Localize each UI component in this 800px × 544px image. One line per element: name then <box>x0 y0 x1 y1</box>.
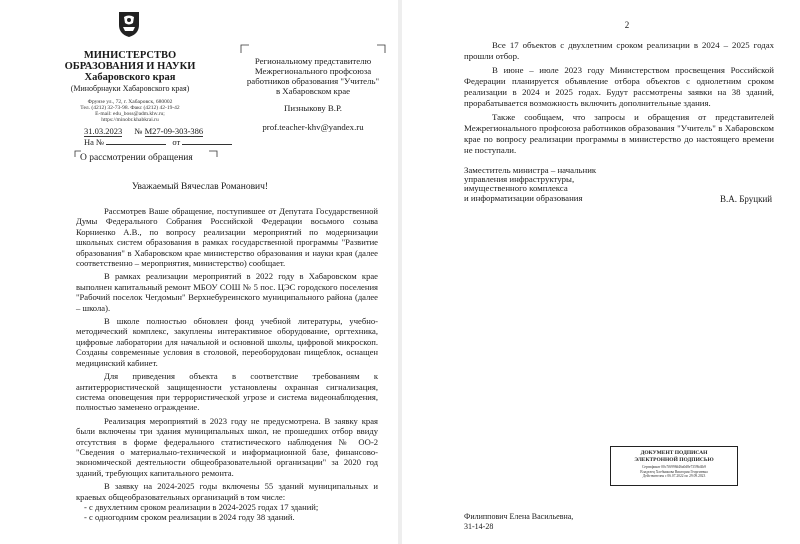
ministry-short-name: (Минобрнауки Хабаровского края) <box>70 84 190 93</box>
letter-body-page1 <box>76 206 378 523</box>
addressee-line4: в Хабаровском крае <box>275 86 351 96</box>
addressee-line2: Межрегионального профсоюза <box>254 66 372 76</box>
ministry-website: https://minobr.khabkrai.ru <box>101 117 159 123</box>
reference-line <box>84 137 232 147</box>
signature-position-line1: Заместитель министра – начальник <box>464 165 597 175</box>
ministry-email: E-mail: edu_boss@adm.khv.ru; <box>95 111 165 117</box>
executor-info <box>464 512 573 532</box>
registration-date: 31.03.2023 <box>84 126 123 136</box>
letter-body-page2 <box>464 40 774 156</box>
paragraph: В рамках реализации мероприятий в 2022 году в Хабаровском крае выполнен капитальный ремонт МБОУ СОШ № 5 пос. ЦЭС городского поселения "Рабочий поселок Чегдомын" Верхнебуреинского муниципального района (далее – школа). <box>76 271 378 313</box>
salutation: Уважаемый Вячеслав Романович! <box>131 182 269 192</box>
reference-date-blank <box>182 144 232 145</box>
addressee-line3: работников образования "Учитель" <box>246 76 380 86</box>
electronic-signature-stamp <box>610 446 738 486</box>
addressee-corner-mark-left <box>240 44 250 54</box>
signature-position-line4: и информатизации образования <box>464 192 583 203</box>
subject-line: О рассмотрении обращения <box>80 153 193 163</box>
signature-position <box>464 166 596 203</box>
registration-number: М27-09-303-386 <box>144 126 204 136</box>
document-page-2 <box>402 0 800 544</box>
registration-number-prefix: № <box>134 126 143 136</box>
paragraph: Также сообщаем, что запросы и обращения от представителей Межрегионального профсоюза работников образования "Учитель" в Хабаровском крае по вопросу реализации программы в министерство до настоящего времени не поступали. <box>464 112 774 155</box>
stamp-validity: Действителен с 06.07.2022 по 29.09.2023 <box>642 474 706 479</box>
paragraph: В заявку на 2024-2025 годы включены 55 зданий муниципальных и краевых общеобразовательных организаций в том числе: <box>76 481 378 502</box>
paragraph: Все 17 объектов с двухлетним сроком реализации в 2024 – 2025 годах прошли отбор. <box>464 40 774 61</box>
stamp-title-line2: ЭЛЕКТРОННОЙ ПОДПИСЬЮ <box>634 456 714 463</box>
list-item: - с одногодним сроком реализации в 2024 году 38 зданий. <box>84 512 295 523</box>
paragraph: Для приведения объекта в соответствие требованиям к антитеррористической защищенности установлены охранная сигнализация, система оповещения при террористической угрозе и система видеонаблюдения, полностью заменено ограждение. <box>76 371 378 413</box>
paragraph: В школе полностью обновлен фонд учебной литературы, учебно-методический комплекс, закуплены интерактивное оборудование, оргтехника, цифровые лаборатории для начальной и основной школы, цифровой микроскоп. Созданы современные условия в столовой, переоборудован пищеблок, оснащен медицинский кабинет. <box>76 316 378 368</box>
addressee-corner-mark-right <box>376 44 386 54</box>
addressee-line1: Региональному представителю <box>254 56 372 66</box>
ministry-address: Фрунзе ул., 72, г. Хабаровск, 680002 <box>87 99 173 105</box>
addressee-email[interactable]: prof.teacher-khv@yandex.ru <box>262 122 364 132</box>
registration-line <box>84 126 203 137</box>
ministry-name-line2: ОБРАЗОВАНИЯ И НАУКИ <box>64 61 196 72</box>
page-number: 2 <box>624 20 630 30</box>
signature-position-line3: имущественного комплекса <box>464 183 568 194</box>
ministry-region: Хабаровского края <box>84 72 176 83</box>
paragraph: Рассмотрев Ваше обращение, поступившее от Депутата Государственной Думы Федерального Собрания Российской Федерации восьмого созыва Корниенко А.В., по вопросу реализации мероприятий по модернизации школьных систем образования в рамках государственной программы "Развитие образования" в Хабаровском крае министерство образования и науки края (далее соответственно – мероприятия, министерство) сообщает. <box>76 206 378 269</box>
executor-name: Филиппович Елена Васильевна, <box>464 512 574 521</box>
reference-number-label: На № <box>84 137 105 147</box>
stamp-owner: Владелец Хлебникова Виктория Георгиевна <box>640 469 708 474</box>
paragraph: Реализация мероприятий в 2023 году не предусмотрена. В заявку края были включены три здания муниципальных школ, не прошедших отбор ввиду отсутствия в форме федерального статистического наблюдения № ОО-2 "Сведения о материально-технической и информационной базе, финансово-экономической деятельности общеобразовательной организации" за 2020 год зданий, требующих капитального ремонта. <box>76 415 378 478</box>
reference-number-blank <box>106 144 166 145</box>
list-item: - с двухлетним сроком реализации в 2024-2025 годах 17 зданий; <box>84 501 319 512</box>
stamp-title-line1: ДОКУМЕНТ ПОДПИСАН <box>640 450 708 456</box>
coat-of-arms-emblem-icon <box>116 10 142 38</box>
addressee-name: Пизныкову В.Р. <box>284 103 342 113</box>
executor-phone: 31-14-28 <box>464 522 494 531</box>
ministry-phone: Тел. (4212) 32-73-98. Факс (4212) 42-19-42 <box>80 105 180 111</box>
document-page-1 <box>0 0 398 544</box>
paragraph: В июне – июле 2023 году Министерством просвещения Российской Федерации планируется объявление отбора объектов с однолетним сроком реализации в 2024 и 2025 годах. Будут рассмотрены заявки на 38 зданий, прорабатывается возможность включить дополнительные здания. <box>464 65 774 108</box>
stamp-certificate: Сертификат 00c7f6998d46a0d8e7359bf4b9 <box>641 465 707 469</box>
signature-position-line2: управления инфраструктуры, <box>464 174 575 185</box>
ministry-name-line1: МИНИСТЕРСТВО <box>83 50 177 61</box>
reference-date-label: от <box>172 137 181 147</box>
subject-corner-mark-right <box>208 150 218 158</box>
signatory-name: В.А. Бруцкий <box>720 194 773 204</box>
